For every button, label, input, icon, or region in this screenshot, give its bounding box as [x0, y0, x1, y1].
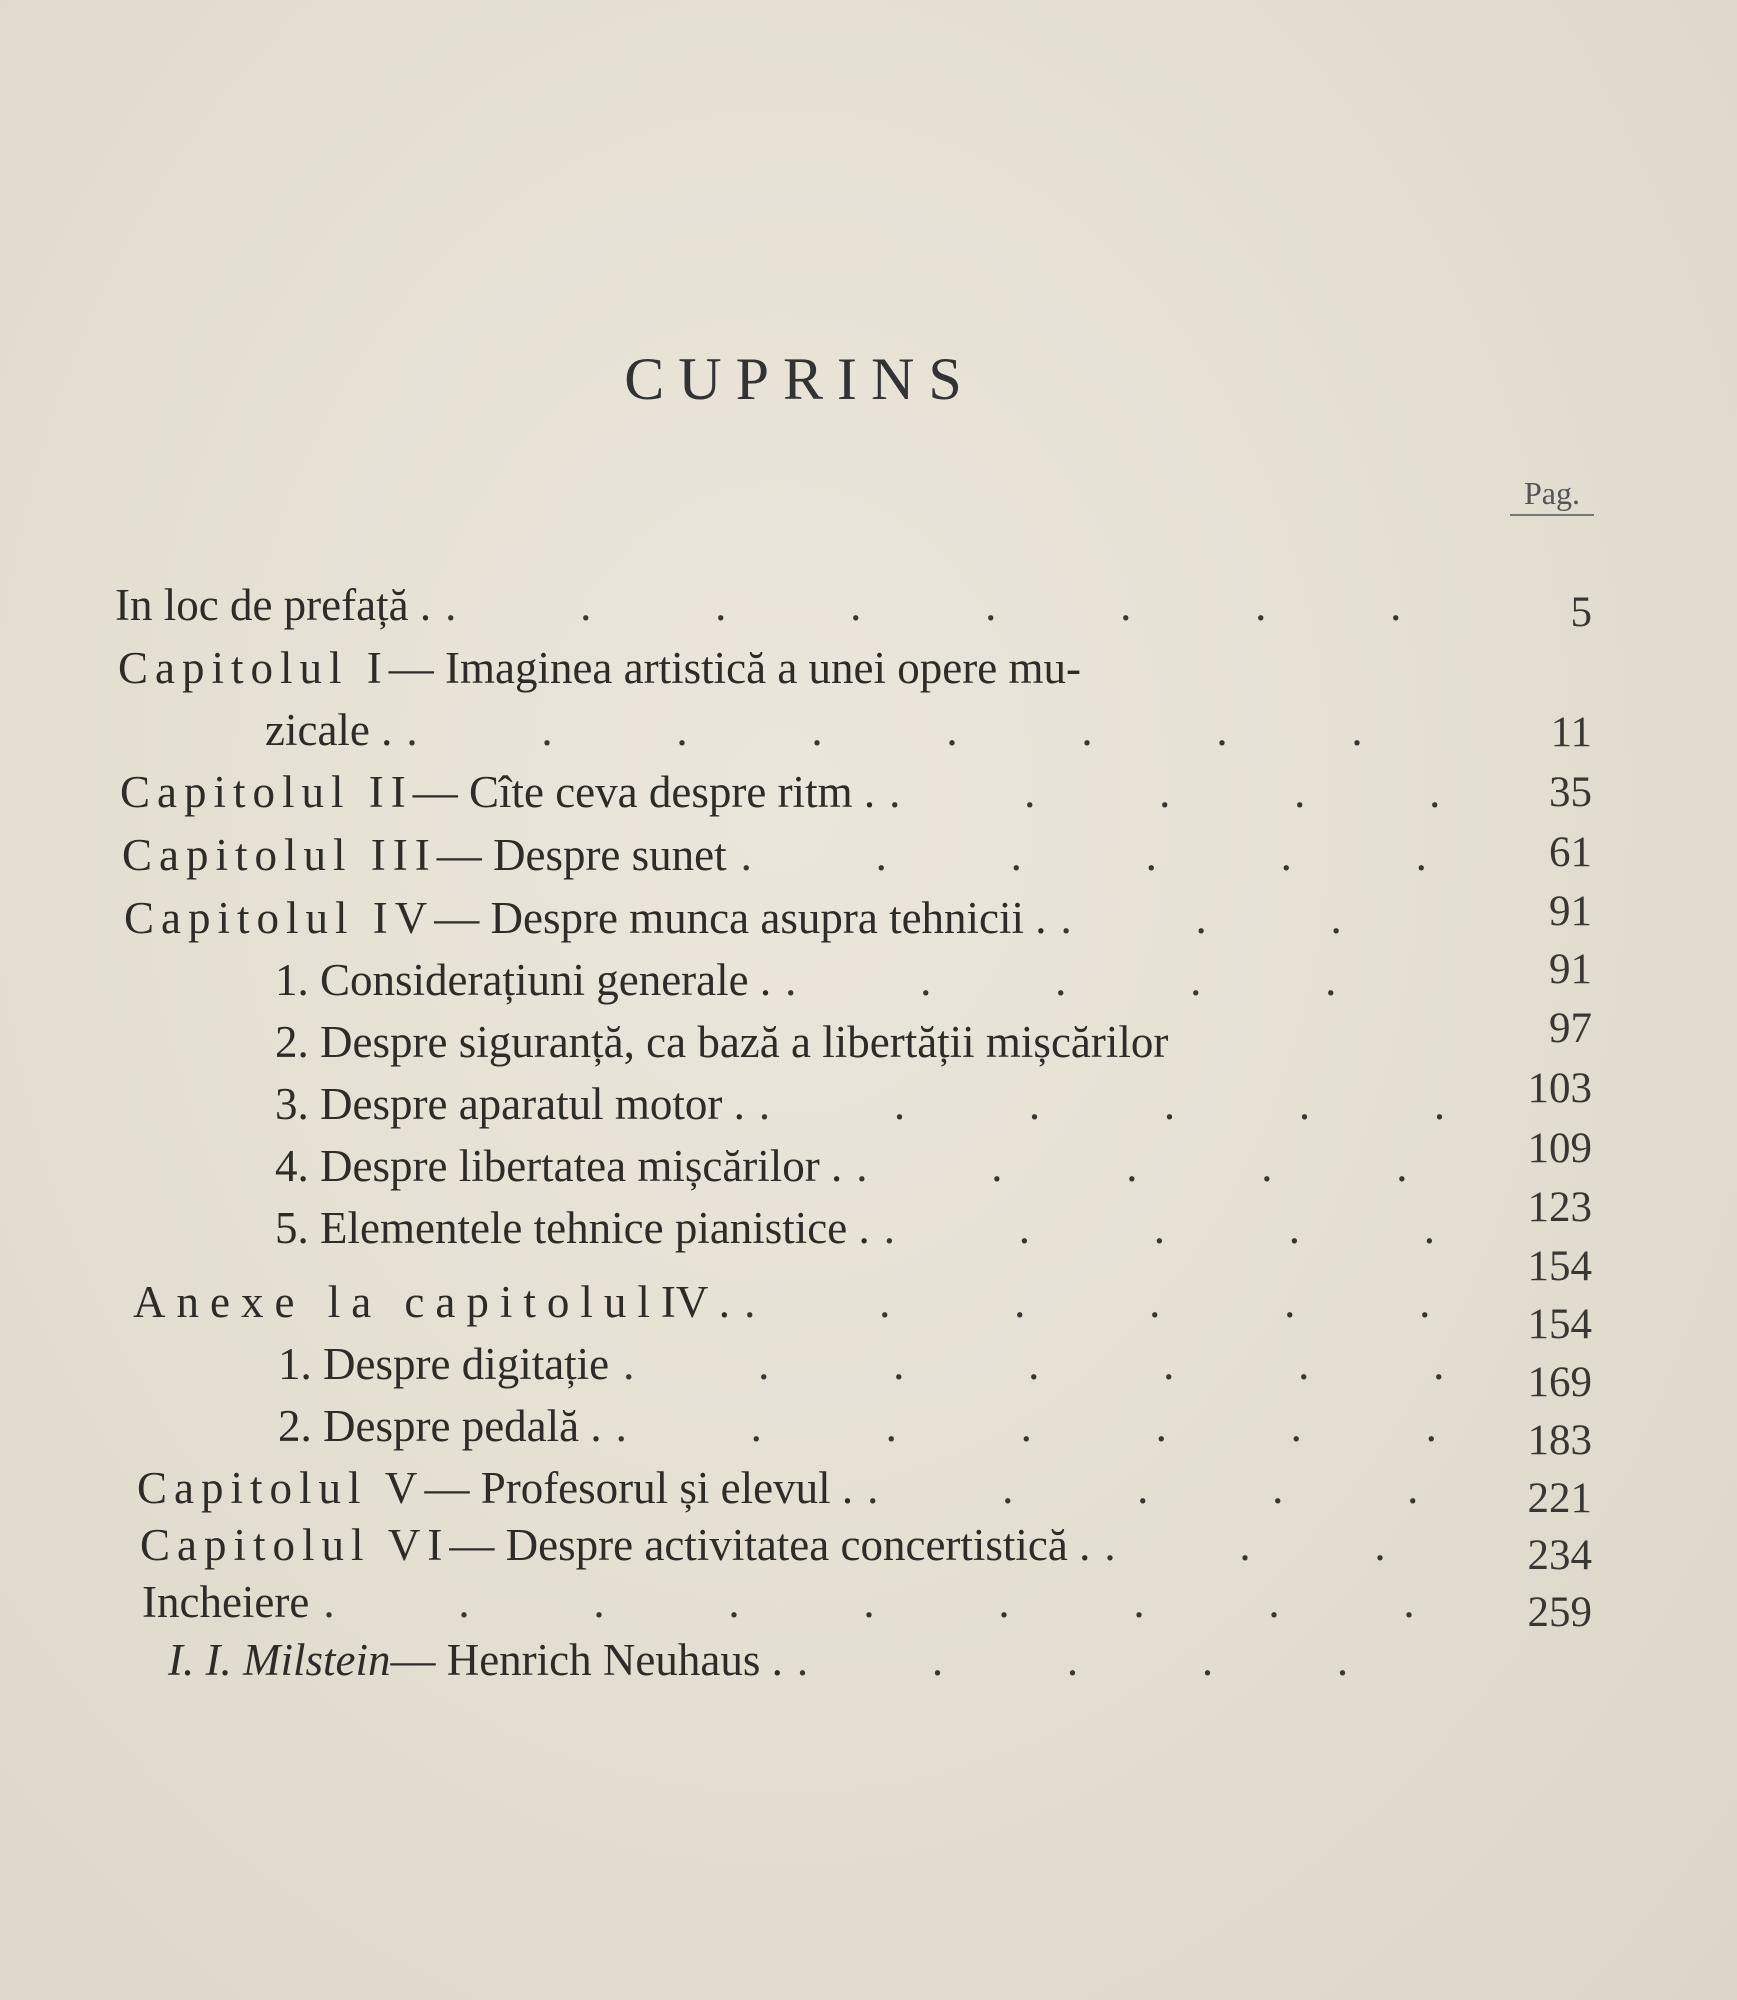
toc-entry-anexe[interactable]	[133, 1272, 1445, 1332]
leader-dots	[797, 1630, 1445, 1690]
leader-dots	[406, 700, 1445, 760]
toc-subentry-4-3[interactable]	[275, 1074, 1445, 1134]
toc-entry-text: — Despre munca asupra tehnicii .	[434, 893, 1047, 943]
toc-subentry-4-4[interactable]	[275, 1136, 1445, 1196]
toc-entry-capitolul-3[interactable]	[122, 825, 1445, 885]
page-number: 91	[1549, 888, 1592, 935]
toc-entry-text: 3. Despre aparatul motor .	[275, 1079, 745, 1129]
page-number: 154	[1527, 1301, 1592, 1348]
page-number: 109	[1527, 1125, 1592, 1172]
leader-dots	[867, 1458, 1445, 1518]
toc-entry-text: 1. Considerațiuni generale .	[275, 955, 772, 1005]
author-name: I. I. Milstein	[168, 1635, 391, 1685]
leader-dots	[884, 1198, 1445, 1258]
leader-dots	[1104, 1515, 1445, 1575]
page-number: 103	[1527, 1065, 1592, 1112]
toc-entry-capitolul-1[interactable]	[118, 638, 1458, 698]
toc-entry-text: Incheiere	[142, 1577, 310, 1627]
page-number: 5	[1570, 589, 1592, 636]
leader-dots	[759, 1074, 1445, 1134]
leader-dots	[741, 825, 1445, 885]
toc-entry-text: In loc de prefață .	[115, 580, 432, 630]
toc-entry-milstein[interactable]	[168, 1630, 1445, 1690]
chapter-label: Capitolul IV	[124, 893, 435, 943]
page-number: 91	[1549, 946, 1592, 993]
leader-dots	[785, 950, 1445, 1010]
page-number: 169	[1527, 1359, 1592, 1406]
leader-dots	[889, 762, 1445, 822]
toc-entry-capitolul-1-cont[interactable]	[265, 700, 1445, 760]
toc-entry-capitolul-6[interactable]	[140, 1515, 1445, 1575]
toc-entry-text: — Cîte ceva despre ritm .	[412, 767, 876, 817]
toc-entry-text: IV .	[660, 1277, 731, 1327]
chapter-label: Capitolul I	[118, 643, 389, 693]
chapter-label: Capitolul VI	[140, 1520, 450, 1570]
page-number: 123	[1527, 1184, 1592, 1231]
toc-entry-text: — Henrich Neuhaus .	[390, 1635, 783, 1685]
toc-entry-capitolul-2[interactable]	[120, 762, 1445, 822]
chapter-label: Capitolul V	[137, 1463, 425, 1513]
leader-dots	[744, 1272, 1445, 1332]
page-number: 183	[1527, 1417, 1592, 1464]
toc-subentry-anexe-1[interactable]	[278, 1334, 1445, 1394]
leader-dots	[623, 1334, 1445, 1394]
toc-entry-text: 2. Despre pedală .	[278, 1401, 602, 1451]
toc-entry-text: — Profesorul și elevul .	[424, 1463, 854, 1513]
page-title: CUPRINS	[624, 346, 976, 412]
chapter-label: Capitolul II	[120, 767, 413, 817]
page-number: 35	[1549, 769, 1592, 816]
leader-dots	[616, 1396, 1445, 1456]
toc-entry-text: 4. Despre libertatea mișcărilor .	[275, 1141, 843, 1191]
toc-subentry-4-2[interactable]	[275, 1012, 1455, 1072]
toc-entry-capitolul-4[interactable]	[124, 888, 1445, 948]
page-number: 234	[1527, 1532, 1592, 1579]
toc-entry-text: 2. Despre siguranță, ca bază a libertății mișcărilor	[275, 1017, 1169, 1067]
toc-entry-text: zicale .	[265, 705, 393, 755]
toc-entry-text: — Imaginea artistică a unei opere mu-	[388, 643, 1081, 693]
toc-entry-capitolul-5[interactable]	[137, 1458, 1445, 1518]
chapter-label: Capitolul III	[122, 830, 437, 880]
section-label: Anexe la capitolul	[133, 1277, 661, 1327]
leader-dots	[323, 1572, 1445, 1632]
leader-dots	[1061, 888, 1445, 948]
page-number: 61	[1549, 829, 1592, 876]
toc-subentry-4-5[interactable]	[275, 1198, 1445, 1258]
page-number: 259	[1527, 1589, 1592, 1636]
leader-dots	[856, 1136, 1445, 1196]
toc-subentry-anexe-2[interactable]	[278, 1396, 1445, 1456]
page-number: 154	[1527, 1243, 1592, 1290]
toc-subentry-4-1[interactable]	[275, 950, 1445, 1010]
page-number: 97	[1549, 1005, 1592, 1052]
toc-entry-text: 1. Despre digitație	[278, 1339, 610, 1389]
toc-entry-text: — Despre activitatea concertistică .	[449, 1520, 1091, 1570]
page-number: 221	[1527, 1475, 1592, 1522]
toc-entry-text: 5. Elementele tehnice pianistice .	[275, 1203, 870, 1253]
toc-entry-incheiere[interactable]	[142, 1572, 1445, 1632]
leader-dots	[445, 575, 1445, 635]
toc-entry-text: — Despre sunet	[436, 830, 727, 880]
toc-entry-prefata[interactable]	[115, 575, 1445, 635]
page-column-header: Pag.	[1510, 475, 1594, 516]
page-number: 11	[1550, 709, 1592, 756]
